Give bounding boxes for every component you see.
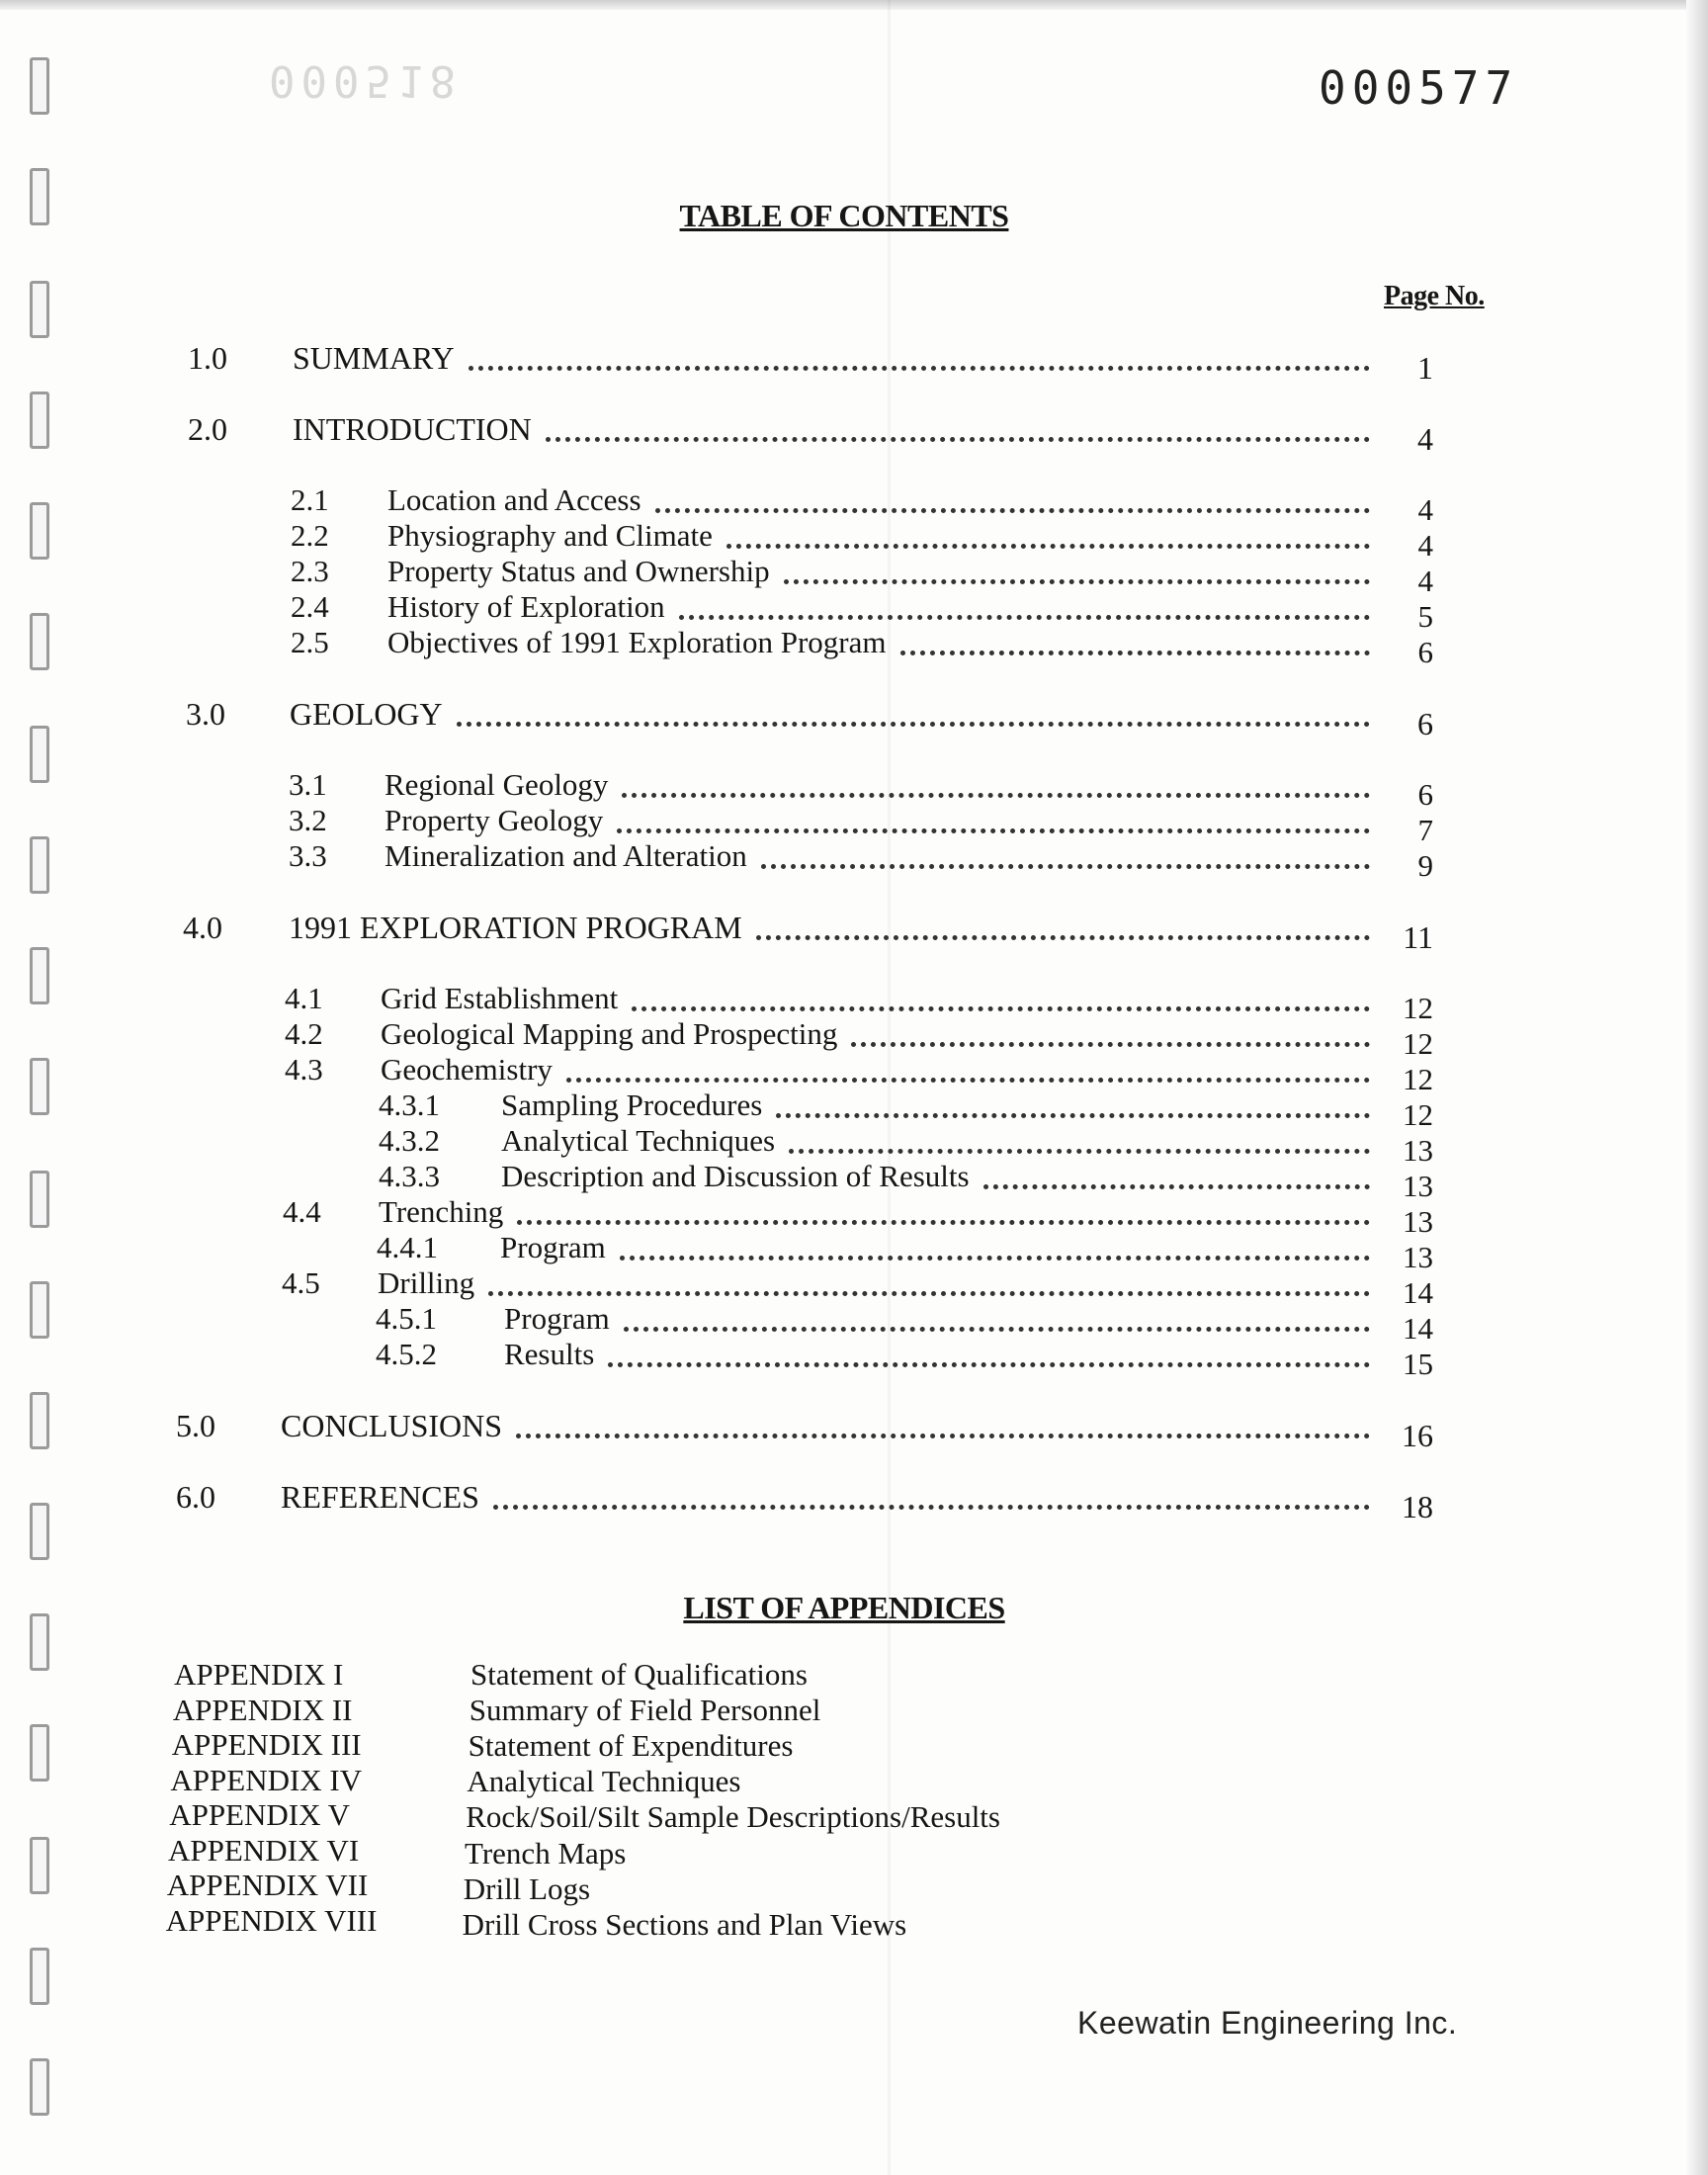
toc-entry-label: Objectives of 1991 Exploration Program [387,625,887,659]
toc-entry-label: Grid Establishment [381,981,619,1015]
appendix-description: Summary of Field Personnel [469,1693,821,1728]
toc-entry-page: 9 [1417,848,1433,883]
toc-entry-number: 4.1 [285,981,323,1015]
binding-hole [30,836,49,894]
document-number: 000577 [1319,61,1519,115]
toc-entry-number: 4.4 [283,1194,321,1229]
toc-dot-leader [789,1149,1370,1154]
toc-dot-leader [517,1220,1370,1225]
toc-dot-leader [655,508,1370,513]
toc-entry-label: History of Exploration [387,589,665,624]
toc-entry [289,838,1433,883]
toc-dot-leader [457,722,1370,727]
toc-dot-leader [776,1113,1370,1118]
binding-hole [30,947,49,1004]
toc-entry-page: 13 [1403,1240,1433,1274]
toc-entry-number: 2.5 [291,625,329,659]
toc-entry [283,1194,1433,1239]
binding-hole [30,502,49,560]
toc-entry-number: 2.0 [188,411,227,447]
toc-entry-label: CONCLUSIONS [281,1408,503,1443]
binding-hole [30,57,49,115]
appendix-item [170,1763,740,1798]
toc-dot-leader [624,1327,1370,1332]
toc-entry-number: 4.5.2 [376,1337,437,1371]
company-name: Keewatin Engineering Inc. [1077,2005,1458,2041]
appendices-title: LIST OF APPENDICES [683,1590,1005,1625]
toc-entry [379,1123,1433,1168]
toc-entry-number: 5.0 [176,1408,215,1443]
toc-entry-label: Drilling [378,1265,475,1300]
binding-hole [30,1837,49,1894]
toc-entry-number: 4.0 [183,910,222,945]
toc-entry-page: 12 [1403,1097,1433,1132]
appendix-code: APPENDIX I [174,1657,344,1692]
appendix-code: APPENDIX VI [168,1832,360,1868]
toc-dot-leader [566,1078,1370,1083]
toc-entry-label: 1991 EXPLORATION PROGRAM [289,910,742,945]
toc-entry [285,1016,1433,1061]
binding-hole [30,392,49,449]
toc-entry-page: 6 [1417,635,1433,669]
toc-entry [376,1301,1433,1346]
toc-entry-label: REFERENCES [281,1479,479,1515]
binding-hole [30,613,49,670]
toc-entry [183,910,1433,955]
toc-entry-number: 3.1 [289,767,327,802]
toc-entry-label: Property Status and Ownership [387,554,770,588]
appendix-description: Drill Cross Sections and Plan Views [462,1906,907,1942]
toc-entry-label: Property Geology [384,803,604,837]
page-edge [0,0,1708,10]
toc-entry [289,767,1433,812]
toc-entry-label: Sampling Procedures [501,1088,763,1122]
toc-dot-leader [983,1184,1370,1189]
toc-dot-leader [620,1256,1370,1261]
appendix-item [165,1902,907,1942]
toc-dot-leader [679,615,1370,620]
appendix-description: Trench Maps [465,1835,627,1870]
toc-entry-number: 2.2 [291,518,329,553]
toc-entry-page: 12 [1403,1026,1433,1061]
toc-entry-number: 4.3.1 [379,1088,440,1122]
toc-entry-label: Trenching [379,1194,504,1229]
toc-entry-page: 4 [1417,421,1433,457]
toc-dot-leader [761,864,1370,869]
appendix-code: APPENDIX III [171,1727,362,1762]
toc-entry [186,696,1433,741]
toc-entry-label: Physiography and Climate [387,518,713,553]
toc-dot-leader [469,366,1370,371]
appendix-item [166,1868,591,1906]
toc-entry-number: 4.2 [285,1016,323,1051]
toc-entry-number: 2.3 [291,554,329,588]
toc-entry-page: 14 [1403,1275,1433,1310]
page-no-header: Page No. [1384,281,1485,311]
toc-entry [291,482,1433,527]
binding-hole [30,1503,49,1560]
toc-entry [291,625,1433,669]
appendix-code: APPENDIX VIII [165,1902,378,1938]
toc-entry [176,1408,1433,1453]
toc-entry-page: 15 [1403,1347,1433,1381]
toc-entry [188,411,1433,457]
toc-dot-leader [851,1042,1370,1047]
toc-entry-page: 12 [1403,1062,1433,1096]
toc-dot-leader [608,1362,1370,1367]
toc-entry [291,518,1433,563]
toc-title: TABLE OF CONTENTS [679,198,1009,233]
toc-entry-number: 3.3 [289,838,327,873]
toc-entry-number: 4.3.2 [379,1123,440,1158]
toc-entry-label: Results [504,1337,595,1371]
appendix-item [174,1657,808,1693]
toc-entry-number: 4.3 [285,1052,323,1087]
toc-entry-page: 4 [1417,492,1433,527]
toc-entry [376,1337,1433,1381]
toc-entry [282,1265,1433,1310]
toc-entry-label: Description and Discussion of Results [501,1159,970,1193]
binding-hole [30,1171,49,1228]
toc-dot-leader [622,793,1370,798]
toc-entry-number: 1.0 [188,340,227,376]
toc-entry-number: 4.5.1 [376,1301,437,1336]
toc-entry [379,1088,1433,1132]
toc-entry-page: 14 [1403,1311,1433,1346]
toc-entry-number: 4.3.3 [379,1159,440,1193]
toc-entry-number: 2.4 [291,589,329,624]
binding-hole [30,1281,49,1339]
toc-entry [176,1479,1433,1524]
appendix-code: APPENDIX IV [170,1762,363,1797]
appendix-code: APPENDIX V [169,1797,351,1832]
binding-hole [30,726,49,783]
toc-dot-leader [784,579,1370,584]
toc-entry-label: GEOLOGY [290,696,443,732]
page-edge-right [1686,0,1708,2175]
appendix-item [172,1727,794,1763]
toc-entry [291,589,1433,634]
toc-entry-page: 13 [1403,1133,1433,1168]
appendix-code: APPENDIX VII [166,1868,369,1902]
appendix-code: APPENDIX II [172,1692,353,1727]
faint-stamp-number: 000518 [269,55,462,106]
binding-hole [30,281,49,338]
toc-entry-page: 13 [1403,1169,1433,1203]
toc-entry [379,1159,1433,1203]
binding-hole [30,2058,49,2116]
toc-entry-label: Regional Geology [384,767,609,802]
appendix-item [168,1833,626,1869]
binding-hole [30,1058,49,1115]
appendix-description: Analytical Techniques [467,1764,741,1799]
toc-entry-page: 12 [1403,991,1433,1025]
toc-entry-page: 18 [1402,1489,1433,1524]
toc-entry-label: INTRODUCTION [293,411,532,447]
toc-entry-label: Geochemistry [381,1052,553,1087]
toc-entry-page: 7 [1417,813,1433,847]
toc-entry-number: 6.0 [176,1479,215,1515]
toc-dot-leader [546,437,1370,442]
toc-dot-leader [488,1291,1370,1296]
appendix-description: Rock/Soil/Silt Sample Descriptions/Results [466,1799,1000,1835]
toc-entry-label: Program [500,1230,606,1264]
appendix-description: Statement of Qualifications [470,1657,808,1692]
appendix-item [173,1693,821,1728]
toc-dot-leader [617,828,1370,833]
toc-entry-label: Mineralization and Alteration [384,838,747,873]
toc-entry-label: Program [504,1301,610,1336]
toc-dot-leader [493,1505,1370,1510]
toc-dot-leader [900,651,1370,655]
appendix-item [169,1797,1000,1833]
toc-entry-page: 16 [1402,1418,1433,1453]
toc-dot-leader [632,1006,1370,1011]
toc-entry-number: 3.2 [289,803,327,837]
toc-entry [377,1230,1433,1274]
toc-entry [291,554,1433,598]
toc-entry-number: 3.0 [186,696,225,732]
toc-entry [188,340,1433,386]
toc-dot-leader [516,1434,1370,1438]
toc-entry-page: 4 [1417,528,1433,563]
toc-entry-page: 6 [1417,777,1433,812]
toc-entry-page: 1 [1417,350,1433,386]
toc-entry-number: 2.1 [291,482,329,517]
toc-entry-page: 11 [1403,919,1433,955]
toc-entry-number: 4.5 [282,1265,320,1300]
toc-entry-label: SUMMARY [293,340,455,376]
toc-entry-page: 6 [1417,706,1433,741]
toc-entry [285,1052,1433,1096]
appendix-description: Statement of Expenditures [468,1728,794,1764]
toc-dot-leader [756,935,1370,940]
toc-entry-page: 5 [1417,599,1433,634]
binding-hole [30,1392,49,1449]
toc-entry-label: Geological Mapping and Prospecting [381,1016,838,1051]
appendix-description: Drill Logs [463,1870,591,1906]
toc-entry [285,981,1433,1025]
binding-hole [30,1948,49,2005]
toc-entry-label: Location and Access [387,482,641,517]
binding-hole [30,1724,49,1782]
toc-entry [289,803,1433,847]
toc-entry-number: 4.4.1 [377,1230,438,1264]
toc-entry-label: Analytical Techniques [501,1123,776,1158]
toc-dot-leader [726,544,1370,549]
toc-entry-page: 13 [1403,1204,1433,1239]
toc-entry-page: 4 [1417,564,1433,598]
